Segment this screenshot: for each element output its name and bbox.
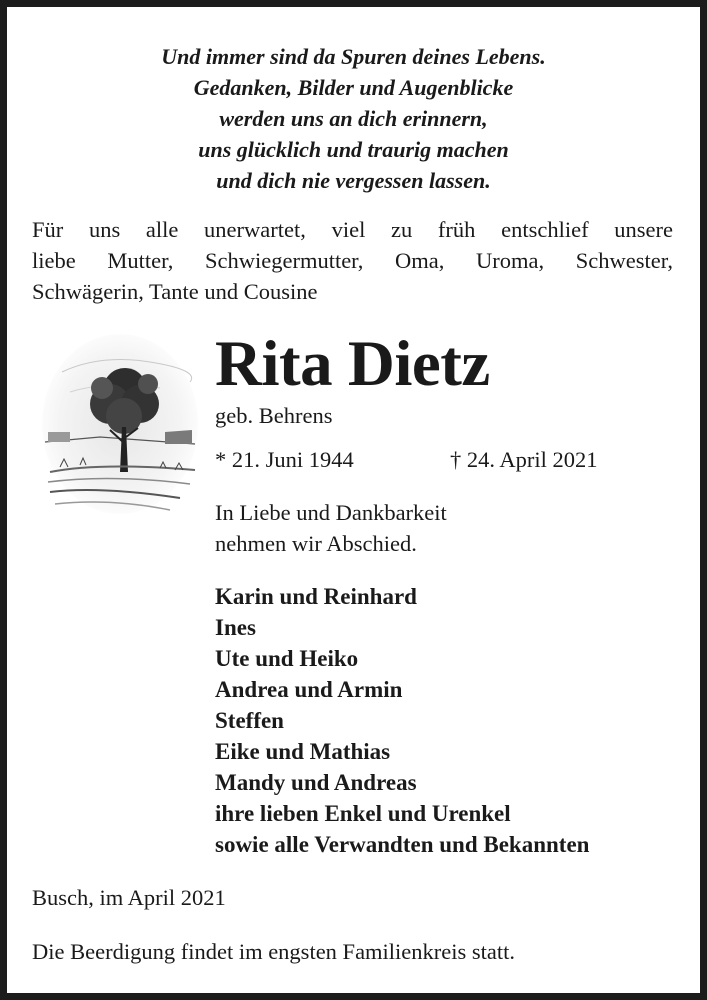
mourner-name: Mandy und Andreas — [215, 770, 417, 795]
deceased-name: Rita Dietz — [215, 328, 490, 400]
intro-line: Für uns alle unerwartet, viel zu früh entschlief unsere — [32, 217, 673, 242]
mourner-name: Karin und Reinhard — [215, 584, 417, 609]
poem-line: Und immer sind da Spuren deines Lebens. — [161, 44, 546, 69]
farewell-line: nehmen wir Abschied. — [215, 531, 417, 556]
funeral-note: Die Beerdigung findet im engsten Familienkreis statt. — [32, 939, 516, 964]
birth-name: geb. Behrens — [215, 403, 333, 428]
memorial-poem — [27, 41, 680, 196]
mourner-name: Ines — [215, 615, 256, 640]
mourners-list — [215, 581, 589, 860]
intro-line: liebe Mutter, Schwiegermutter, Oma, Uroma, Schwester, — [32, 248, 673, 273]
mourner-name: Andrea und Armin — [215, 677, 403, 702]
mourner-name: Eike und Mathias — [215, 739, 391, 764]
mourner-name: Ute und Heiko — [215, 646, 359, 671]
farewell-text — [215, 497, 447, 559]
birth-date: * 21. Juni 1944 — [215, 447, 354, 472]
mourner-name: ihre lieben Enkel und Urenkel — [215, 801, 511, 826]
poem-line: Gedanken, Bilder und Augenblicke — [193, 75, 514, 100]
poem-line: uns glücklich und traurig machen — [198, 137, 509, 162]
mourner-name: Steffen — [215, 708, 284, 733]
poem-line: werden uns an dich erinnern, — [219, 106, 488, 131]
poem-line: und dich nie vergessen lassen. — [216, 168, 491, 193]
intro-line: Schwägerin, Tante und Cousine — [32, 279, 318, 304]
tree-landscape-icon — [40, 332, 200, 522]
farewell-line: In Liebe und Dankbarkeit — [215, 500, 447, 525]
death-date: † 24. April 2021 — [450, 447, 598, 472]
place-date: Busch, im April 2021 — [32, 885, 226, 910]
mourner-name: sowie alle Verwandten und Bekannten — [215, 832, 590, 857]
intro-text — [32, 214, 673, 307]
